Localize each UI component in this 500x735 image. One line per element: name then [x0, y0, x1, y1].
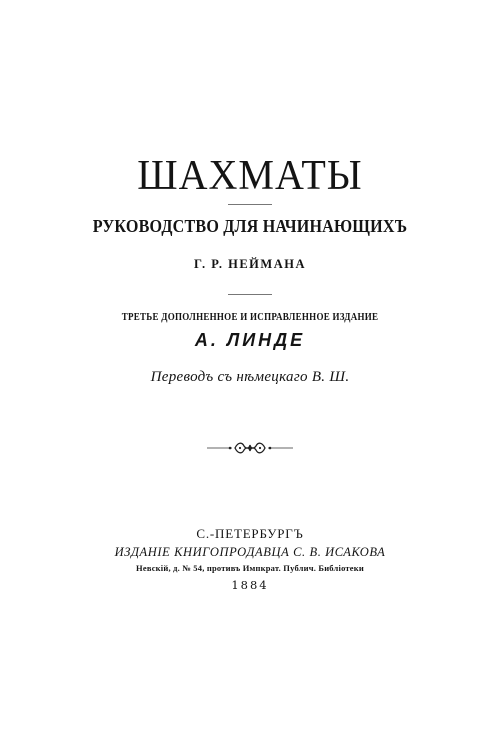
address-line: Невскій, д. № 54, противъ Импкрат. Публич. Библіотеки — [136, 563, 364, 573]
book-title: ШАХМАТЫ — [137, 151, 363, 199]
editor-line: А. ЛИНДЕ — [194, 330, 306, 350]
short-rule — [228, 204, 272, 205]
ornamental-divider-icon — [205, 440, 295, 456]
year-line: 1884 — [231, 578, 269, 592]
author-line: Г. Р. НЕЙМАНА — [194, 257, 306, 271]
translator-line: Переводъ съ нѣмецкаго В. Ш. — [150, 369, 350, 385]
short-rule — [228, 294, 272, 295]
publisher-line: ИЗДАНІЕ КНИГОПРОДАВЦА С. В. ИСАКОВА — [114, 545, 386, 559]
book-subtitle: РУКОВОДСТВО ДЛЯ НАЧИНАЮЩИХЪ — [92, 216, 408, 236]
edition-line: ТРЕТЬЕ ДОПОЛНЕННОЕ И ИСПРАВЛЕННОЕ ИЗДАНИЕ — [121, 312, 379, 323]
city-line: С.-ПЕТЕРБУРГЪ — [196, 526, 304, 541]
